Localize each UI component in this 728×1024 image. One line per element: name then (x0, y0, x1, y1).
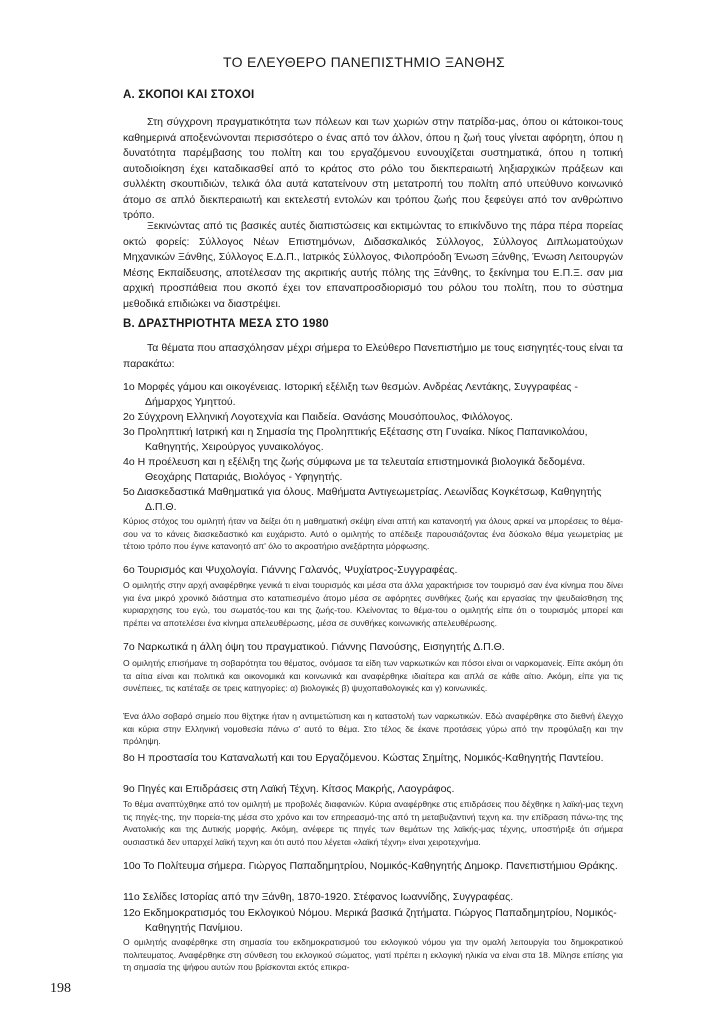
note-item-5: Κύριος στόχος του ομιλητή ήταν να δείξει ότι η μαθηματική σκέψη είναι απτή και κατανοητή για όλους αρκεί να μπορέσεις το θέμα-σου να το κάνεις διασκεδαστικό και ευχάριστο. Αυτό ο ομιλητής το απέδειξε παρουσιάζοντας ένα δύσκολο θέμα γεωμετρίας με τέτοιο τρόπο που έγινε κατανοητό απ' όλο το ακροατήριο ανεξάρτητα μόρφωσης. (123, 516, 623, 552)
list-item-7: 7ο Ναρκωτικά η άλλη όψη του πραγματικού. Γιάννης Πανούσης, Εισηγητής Δ.Π.Θ. (123, 641, 505, 653)
list-item-2: 2ο Σύγχρονη Ελληνική Λογοτεχνία και Παιδεία. Θανάσης Μουσόπουλος, Φιλόλογος. (123, 411, 513, 423)
page-title: ΤΟ ΕΛΕΥΘΕΡΟ ΠΑΝΕΠΙΣΤΗΜΙΟ ΞΑΝΘΗΣ (222, 54, 506, 70)
note-item-6: Ο ομιλητής στην αρχή αναφέρθηκε γενικά τι είναι τουρισμός και μέσα στα άλλα χαρακτήρισε τον τουρισμό σαν ένα κίνημα που δίνει για ένα μικρό χρονικό διάστημα στο καταπιεσμένο άτομο μέσα σε αφόρητες συνθήκες ζωής και εργασίας την ψευδαίσθηση της κυριαρχησης του εγώ, του σωματός-του και της ζωής-του. Κλείνοντας το θέμα-του ο ομιλητής είπε ότι ο τουρισμός μπορεί και πρέπει να αποτελέσει ένα κίνημα απελευθέρωσης, μέσα σε συνθήκες κοινωνικής απελευθέρωσης. (123, 580, 623, 628)
list-item-9: 9ο Πηγές και Επιδράσεις στη Λαϊκή Τέχνη. Κίτσος Μακρής, Λαογράφος. (123, 783, 455, 795)
list-item-12: 12ο Εκδημοκρατισμός του Εκλογικού Νόμου. Μερικά βασικά ζητήματα. Γιώργος Παπαδημητρίου, Νομικός-Καθηγητής Πανίμιου. (123, 907, 617, 934)
list-item-6: 6ο Τουρισμός και Ψυχολογία. Γιάννης Γαλανός, Ψυχίατρος-Συγγραφέας. (123, 564, 458, 576)
note-item-9: Το θέμα αναπτύχθηκε από τον ομιλητή με προβολές διαφανιών. Κύρια αναφέρθηκε στις επιδράσεις που δέχθηκε η λαϊκή-μας τεχνη τις πηγές-της, την πορεία-της μέσα στο χρόνο και τον επηρεασμό-της από τη μεταβυζαντινή τεχνη κα. την επίδραση πάνω-της της Ανατολικής και της Δυτικής μορφής. Ακόμη, ανέφερε τις πηγές των θεμάτων της λαϊκής-μας τέχνης, υποστήριξε ότι σήμερα ουσιαστικά δεν υπαρχεί λαϊκή τεχνη και ότι αυτό που λέγεται «λαϊκή τέχνη» είναι χειροτεχνήμα. (123, 799, 623, 847)
section-b-intro: Τα θέματα που απασχόλησαν μέχρι σήμερα το Ελεύθερο Πανεπιστήμιο με τους εισηγητές-τους είναι τα παρακάτω: (123, 342, 623, 370)
list-item-3: 3ο Προληπτική Ιατρική και η Σημασία της Προληπτικής Εξέτασης στη Γυναίκα. Νίκος Παπανικολάου, Καθηγητής, Χειρούργος γυναικολόγος. (123, 426, 588, 453)
list-item-11: 11ο Σελίδες Ιστορίας από την Ξάνθη, 1870-1920. Στέφανος Ιωαννίδης, Συγγραφέας. (123, 891, 514, 903)
list-item-5: 5ο Διασκεδαστικά Μαθηματικά για όλους. Μαθήματα Αντιγεωμετρίας. Λεωνίδας Κογκέτσωφ, Καθηγητής Δ.Π.Θ. (123, 486, 602, 513)
section-b-heading: Β. ΔΡΑΣΤΗΡΙΟΤΗΤΑ ΜΕΣΑ ΣΤΟ 1980 (123, 318, 329, 330)
section-a-heading: Α. ΣΚΟΠΟΙ ΚΑΙ ΣΤΟΧΟΙ (123, 89, 255, 101)
list-item-4: 4ο Η προέλευση και η εξέλιξη της ζωής σύμφωνα με τα τελευταία επιστημονικά βιολογικά δεδομένα. Θεοχάρης Παταριάς, Βιολόγος - Υφηγητής. (123, 456, 586, 483)
page-number: 198 (50, 981, 71, 996)
note-item-7b: Ένα άλλο σοβαρό σημείο που θίχτηκε ήταν η αντιμετώπιση και η καταστολή των ναρκωτικών. Εδώ αναφέρθηκε στο διεθνή έλεγχο και κύρια στην Ελληνική νομοθεσία πάνω σ' αυτό το θέμα. Στο τέλος δε έκανε προτάσεις γύρω από την προφύλαξη και την πρόληψη. (123, 711, 623, 747)
list-item-1: 1ο Μορφές γάμου και οικογένειας. Ιστορική εξέλιξη των θεσμών. Ανδρέας Λεντάκης, Συγγραφέας - Δήμαρχος Υμηττού. (123, 381, 578, 408)
section-a-paragraph-1: Στη σύγχρονη πραγματικότητα των πόλεων και των χωριών στην πατρίδα-μας, όπου οι κάτοικοι-τους καθημερινά αποξενώνονται περισσότερο ο ένας από τον άλλον, όπου η ζωή τους γίνεται αφόρητη, όπου η δυνατότητα παρέμβασης του πολίτη και του εργαζόμενου ευνουχίζεται συστηματικά, όπου η τοπική αυτοδιοίκηση έχει καταδικασθεί από το κράτος στο ρόλο του διεκπεραιωτή ληξιαρχικών πράξεων και συλλέκτη σκουπιδιών, τελικά όλα αυτά κατατείνουν στη μετατροπή του πολίτη από υπεύθυνο κοινωνικό άτομο σε απλό διεκπεραιωτή και εκτελεστή εντολών και τρόπου ζωής που ξεφεύγει από τον ανθρώπινο τρόπο. (123, 116, 623, 221)
list-item-8: 8ο Η προστασία του Καταναλωτή και του Εργαζόμενου. Κώστας Σημίτης, Νομικός-Καθηγητής Παντείου. (123, 752, 604, 764)
section-a-paragraph-2: Ξεκινώντας από τις βασικές αυτές διαπιστώσεις και εκτιμώντας το επικίνδυνο της πάρα πέρα πορείας οκτώ φορείς: Σύλλογος Νέων Επιστημόνων, Διδασκαλικός Σύλλογος, Σύλλογος Διπλωματούχων Μηχανικών Ξάνθης, Σύλλογος Ε.Δ.Π., Ιατρικός Σύλλογος, Φιλοπρόοδη Ένωση Ξάνθης, Ένωση Λειτουργών Μέσης Εκπαίδευσης, αποτέλεσαν της ακριτικής αυτής πόλης της Ξάνθης, το ξεκίνημα του Ε.Π.Ξ. σαν μια αρχική προσπάθεια που σκοπό έχει τον επαναπροσδιορισμό του ρόλου του πολίτη, που το σύστημα μεθοδικά επιδιώκει να διαστρέψει. (123, 220, 623, 310)
list-item-10: 10ο Το Πολίτευμα σήμερα. Γιώργος Παπαδημητρίου, Νομικός-Καθηγητής Δημοκρ. Πανεπιστήμιου Θράκης. (123, 860, 618, 872)
note-item-12: Ο ομιλητής αναφέρθηκε στη σημασία του εκδημοκρατισμού του εκλογικού νόμου για την ομαλή λειτουργία του δημοκρατικού πολιτευματος. Αναφέρθηκε στη σύνθεση του εκλογικού σώματος, γιατί πρέπει η εκλογική ηλικία να είναι στα 18. Μίλησε επίσης για τη σημασία της ψήφου αυτών που βρίσκονται εκτός επικρα- (123, 937, 623, 973)
note-item-7a: Ο ομιλητής επισήμανε τη σοβαρότητα του θέματος, ονόμασε τα είδη των ναρκωτικών και πόσοι είναι οι ναρκομανείς. Είπε ακόμη ότι τα αίτια είναι και πολιτικά και οικονομικά και κοινωνικά και αναφέρθηκε ιδιαίτερα και απλά σε κάθε αίτιο. Ακόμη, είπε για τις συνέπειες, τις κατέταξε σε τρεις κατηγορίες: α) βιολογικές β) ψυχοπαθολογικές και γ) κοινωνικές. (123, 658, 623, 694)
